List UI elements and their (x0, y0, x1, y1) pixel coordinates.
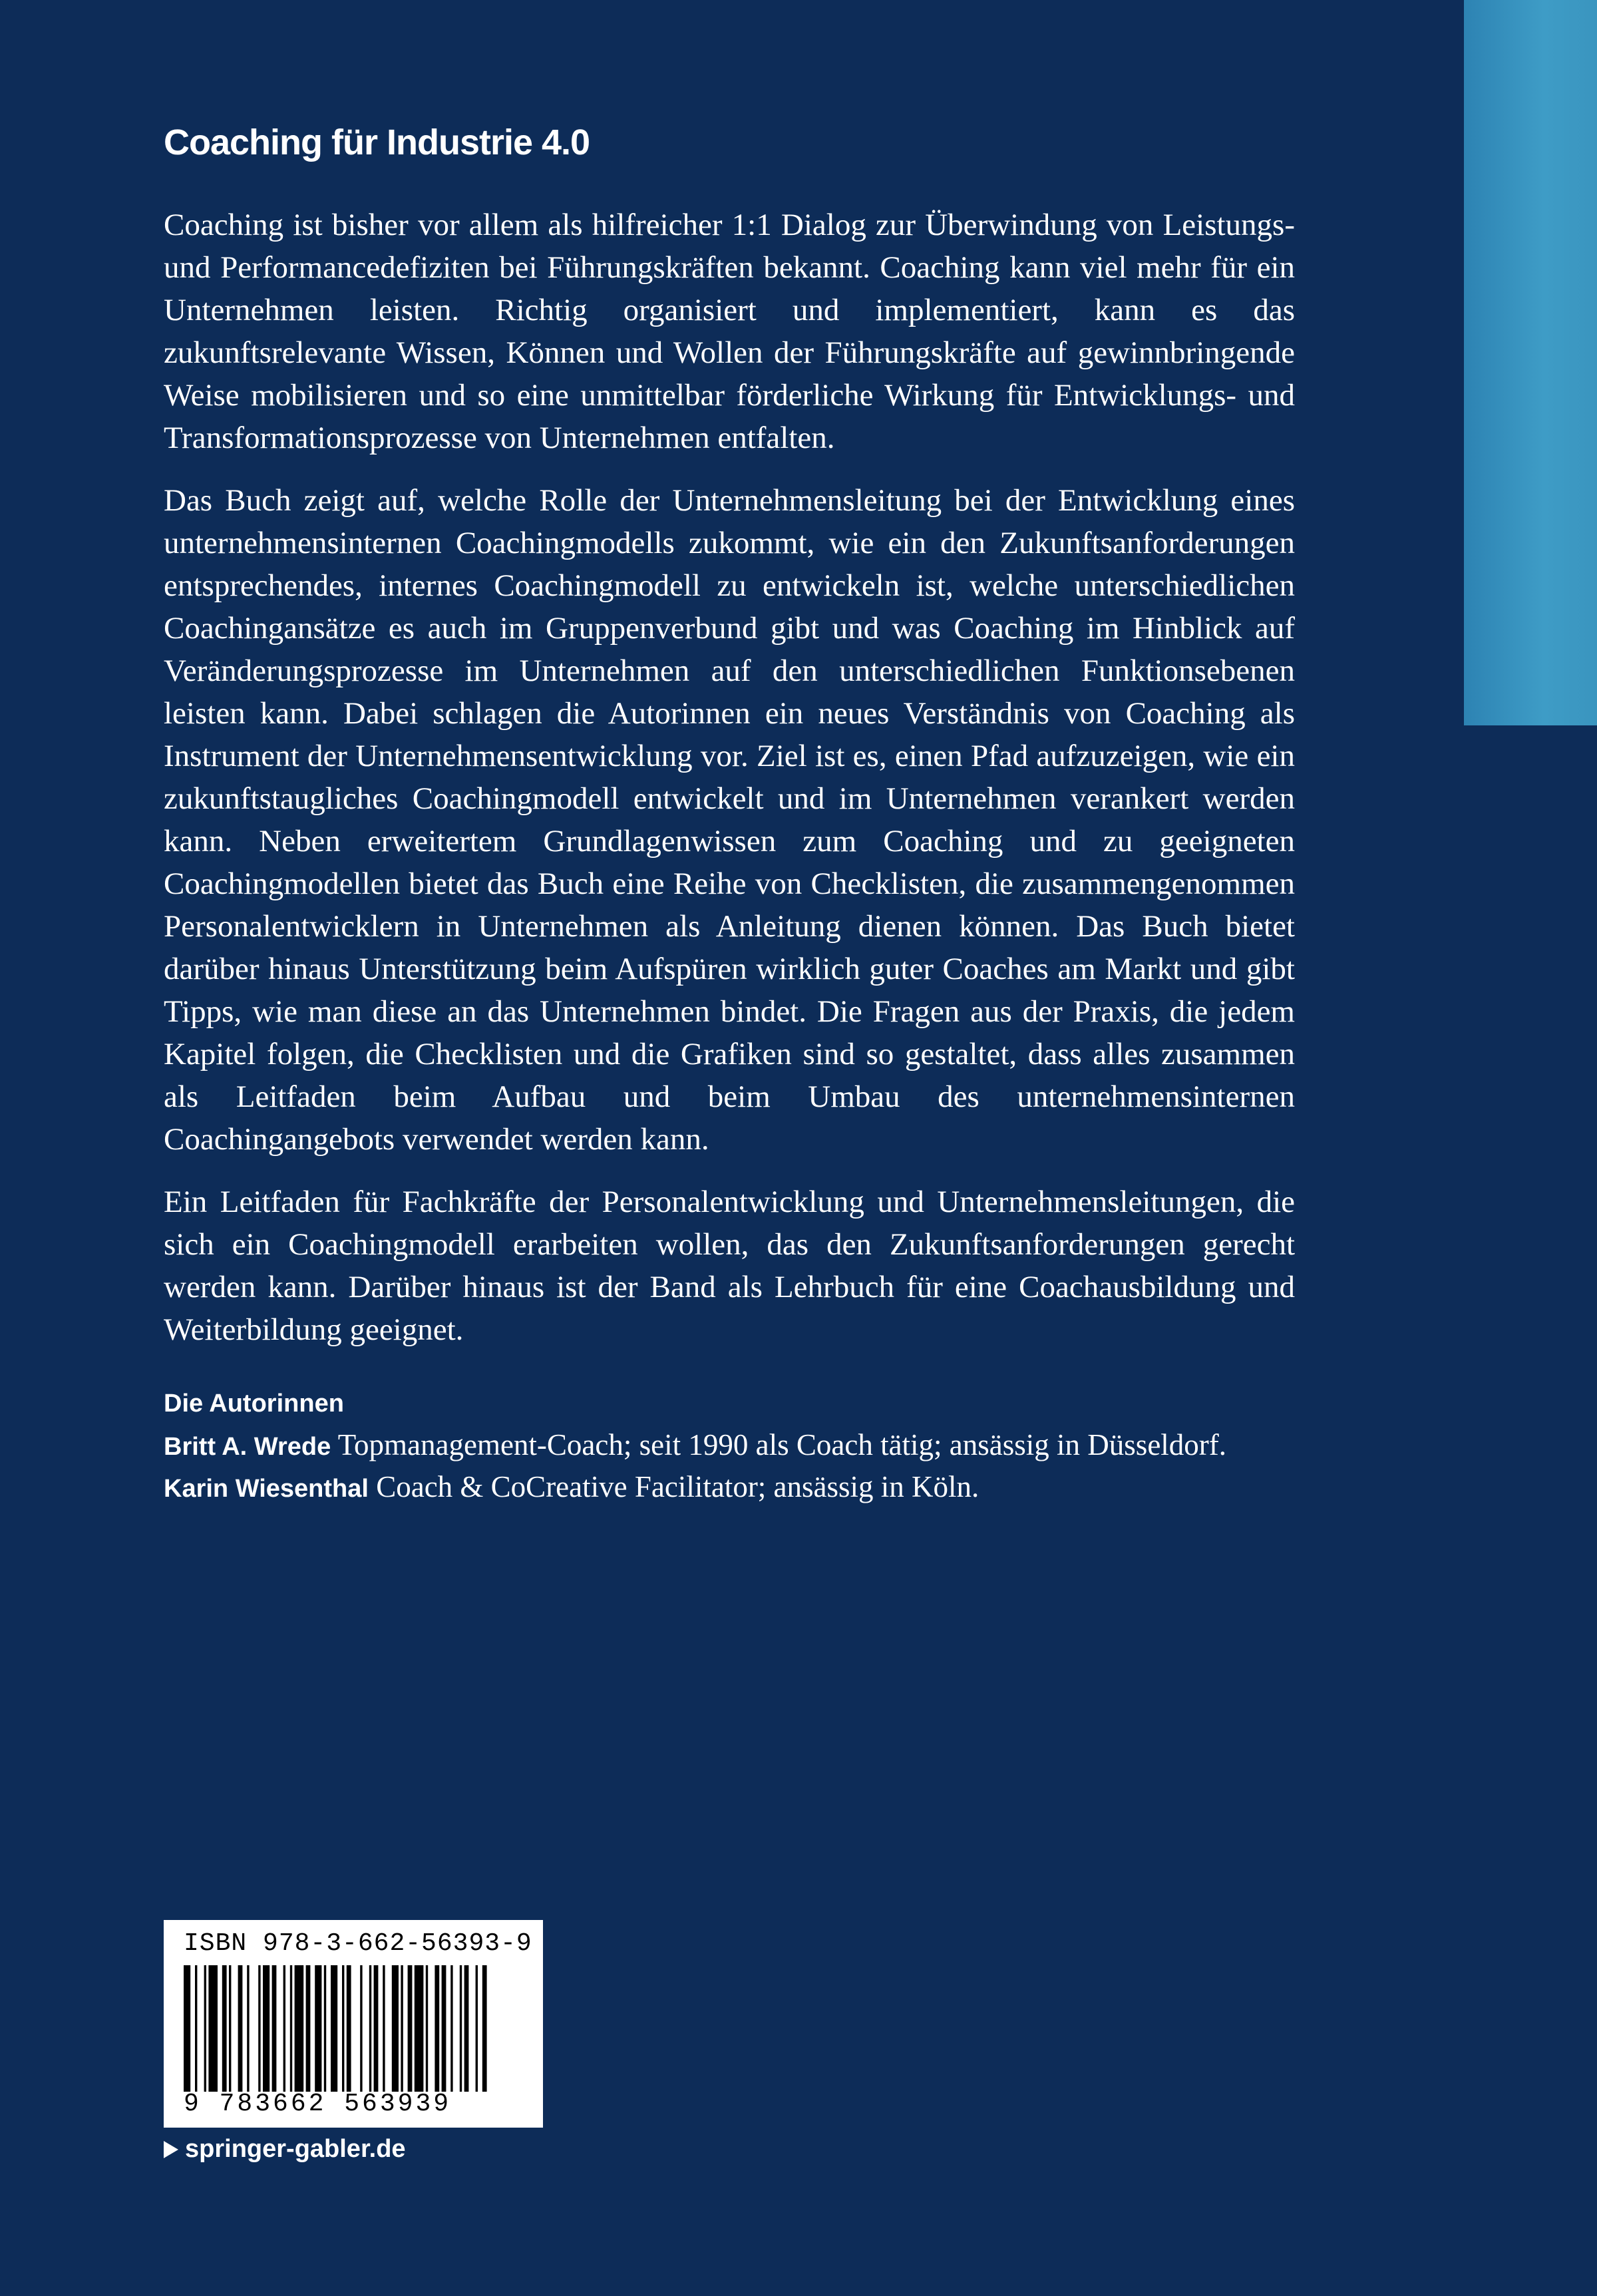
author-name: Karin Wiesenthal (164, 1475, 369, 1503)
author-entry (164, 1467, 1295, 1509)
barcode-image (184, 1965, 523, 2092)
accent-bar (1464, 0, 1597, 725)
paragraph-description: Das Buch zeigt auf, welche Rolle der Unternehmensleitung bei der Entwicklung eines unternehmensinternen Coachingmodells zukommt, wie ein den Zukunftsanforderungen entsprechendes, internes Coachingmodell zu entwickeln ist, welche unterschiedlichen Coachingansätze es auch im Gruppenverbund gibt und was Coaching im Hinblick auf Veränderungsprozesse im Unternehmen auf den unterschiedlichen Funktionsebenen leisten kann. Dabei schlagen die Autorinnen ein neues Verständnis von Coaching als Instrument der Unternehmensentwicklung vor. Ziel ist es, einen Pfad aufzuzeigen, wie ein zukunftstaugliches Coachingmodell entwickelt und im Unternehmen verankert werden kann. Neben erweitertem Grundlagenwissen zum Coaching und zu geeigneten Coachingmodellen bietet das Buch eine Reihe von Checklisten, die zusammengenommen Personalentwicklern in Unternehmen als Anleitung dienen können. Das Buch bietet darüber hinaus Unterstützung beim Aufspüren wirklich guter Coaches am Markt und gibt Tipps, wie man diese an das Unternehmen bindet. Die Fragen aus der Praxis, die jedem Kapitel folgen, die Checklisten und die Grafiken sind so gestaltet, dass alles zusammen als Leitfaden beim Aufbau und beim Umbau des unternehmensinternen Coachingangebots verwendet werden kann. (164, 483, 1295, 1157)
publisher-link[interactable] (164, 2135, 406, 2164)
author-description: Topmanagement-Coach; seit 1990 als Coach tätig; ansässig in Düsseldorf. (337, 1428, 1227, 1462)
barcode-box (164, 1920, 543, 2128)
book-title: Coaching für Industrie 4.0 (164, 122, 590, 162)
ean-number: 9 783662 563939 (184, 2090, 452, 2118)
author-description: Coach & CoCreative Facilitator; ansässig in Köln. (376, 1470, 979, 1504)
arrow-right-icon (164, 2141, 178, 2158)
paragraph-audience: Ein Leitfaden für Fachkräfte der Personalentwicklung und Unternehmensleitungen, die sich ein Coachingmodell erarbeiten wollen, das den Zukunftsanforderungen gerecht werden kann. Darüber hinaus ist der Band als Lehrbuch für eine Coachausbildung und Weiterbildung geeignet. (164, 1185, 1295, 1348)
paragraph-intro: Coaching ist bisher vor allem als hilfreicher 1:1 Dialog zur Überwindung von Leistungs- und Performancedefiziten bei Führungskräften bekannt. Coaching kann viel mehr für ein Unternehmen leisten. Richtig organisiert und implementiert, kann es das zukunftsrelevante Wissen, Können und Wollen der Führungskräfte auf gewinnbringende Weise mobilisieren und so eine unmittelbar förderliche Wirkung für Entwicklungs- und Transformationsprozesse von Unternehmen entfalten. (164, 208, 1295, 456)
publisher-url: springer-gabler.de (185, 2135, 406, 2163)
author-entry (164, 1425, 1295, 1467)
author-name: Britt A. Wrede (164, 1433, 331, 1461)
authors-heading: Die Autorinnen (164, 1390, 344, 1418)
isbn-label: ISBN 978-3-662-56393-9 (184, 1929, 532, 1958)
main-content (164, 123, 1295, 1509)
